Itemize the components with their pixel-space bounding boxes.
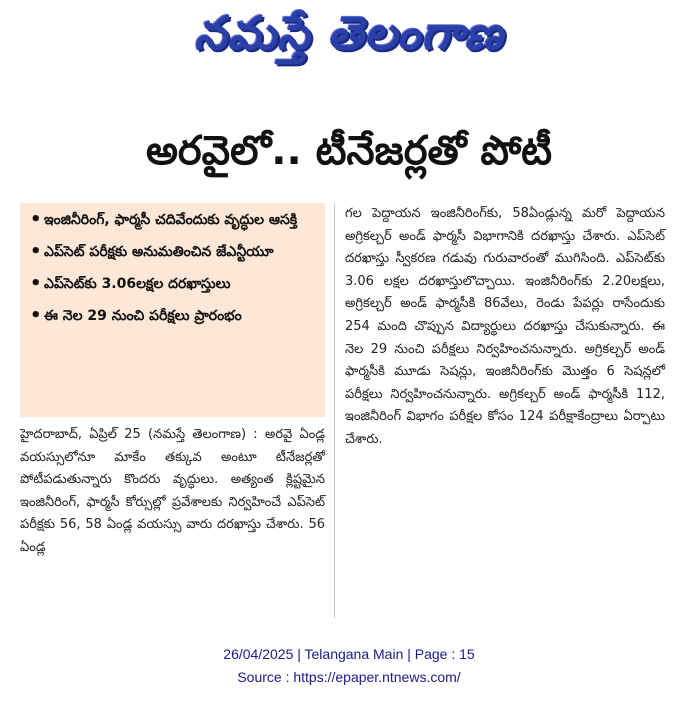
highlights-box [20,203,325,417]
bullet-icon: • [30,209,42,230]
article-body-right: గల పెద్దాయన ఇంజినీరింగ్‌కు, 58ఏండ్లున్న మరో పెద్దాయన అగ్రికల్చర్ అండ్ ఫార్మసీ విభాగానికి దరఖాస్తు చేశారు. ఎప్‌సెట్ దరఖాస్తు స్వీకరణ గడువు గురువారంతో ముగిసింది. ఎప్‌సెట్‌కు 3.06 లక్షల దరఖాస్తులొచ్చాయి. ఇంజినీరింగ్‌కు 2.20లక్షలు, అగ్రికల్చర్ అండ్ ఫార్మసీకి 86వేలు, రెండు పేపర్లు రాసేందుకు 254 మంది చొప్పున విద్యార్థులు దరఖాస్తు చేసుకున్నారు. ఈ నెల 29 నుంచి పరీక్షలు నిర్వహించనున్నారు. అగ్రికల్చర్ అండ్ ఫార్మసీకి మూడు సెషన్లు, ఇంజినీరింగ్‌కు మొత్తం 6 సెషన్లలో పరీక్షలు నిర్వహించనున్నారు. అగ్రికల్చర్ అండ్ ఫార్మసీకి 112, ఇంజినీరింగ్ విభాగం పరీక్షల కోసం 124 పరీక్షాకేంద్రాలు ఏర్పాటు చేశారు. [345,206,665,447]
newspaper-masthead: నమస్తే తెలంగాణ [194,6,504,60]
highlight-text: ఇంజినీరింగ్, ఫార్మసీ చదివేందుకు వృద్ధుల ఆసక్తి [44,212,298,228]
highlight-item [30,241,317,263]
article-headline: అరవైలో.. టీనేజర్లతో పోటీ [145,128,553,174]
highlight-item [30,305,317,327]
bullet-icon: • [30,241,42,262]
highlight-text: ఈ నెల 29 నుంచి పరీక్షలు ప్రారంభం [44,308,242,324]
highlight-text: ఎప్‌సెట్‌కు 3.06లక్షల దరఖాస్తులు [44,276,231,292]
bullet-icon: • [30,273,42,294]
highlight-item [30,209,317,231]
article-body-left: హైదరాబాద్, ఏప్రిల్ 25 (నమస్తే తెలంగాణ) : అరవై ఏండ్ల వయస్సులోనూ మాకేం తక్కువ అంటూ టీనేజర్లతో పోటీపడుతున్నారు కొందరు వృద్ధులు. అత్యంత క్లిష్టమైన ఇంజినీరింగ్, ఫార్మసీ కోర్సుల్లో ప్రవేశాలకు నిర్వహించే ఎప్‌సెట్ పరీక్షకు 56, 58 ఏండ్ల వయస్సు వారు దరఖాస్తు చేశారు. 56 ఏండ్ల [20,427,325,555]
publication-info: 26/04/2025 | Telangana Main | Page : 15 [223,646,475,662]
bullet-icon: • [30,305,42,326]
source-link[interactable]: Source : https://epaper.ntnews.com/ [237,669,461,685]
column-divider [334,203,335,618]
highlight-text: ఎప్‌సెట్ పరీక్షకు అనుమతించిన జేఎన్టీయూ [44,244,274,260]
highlight-item [30,273,317,295]
